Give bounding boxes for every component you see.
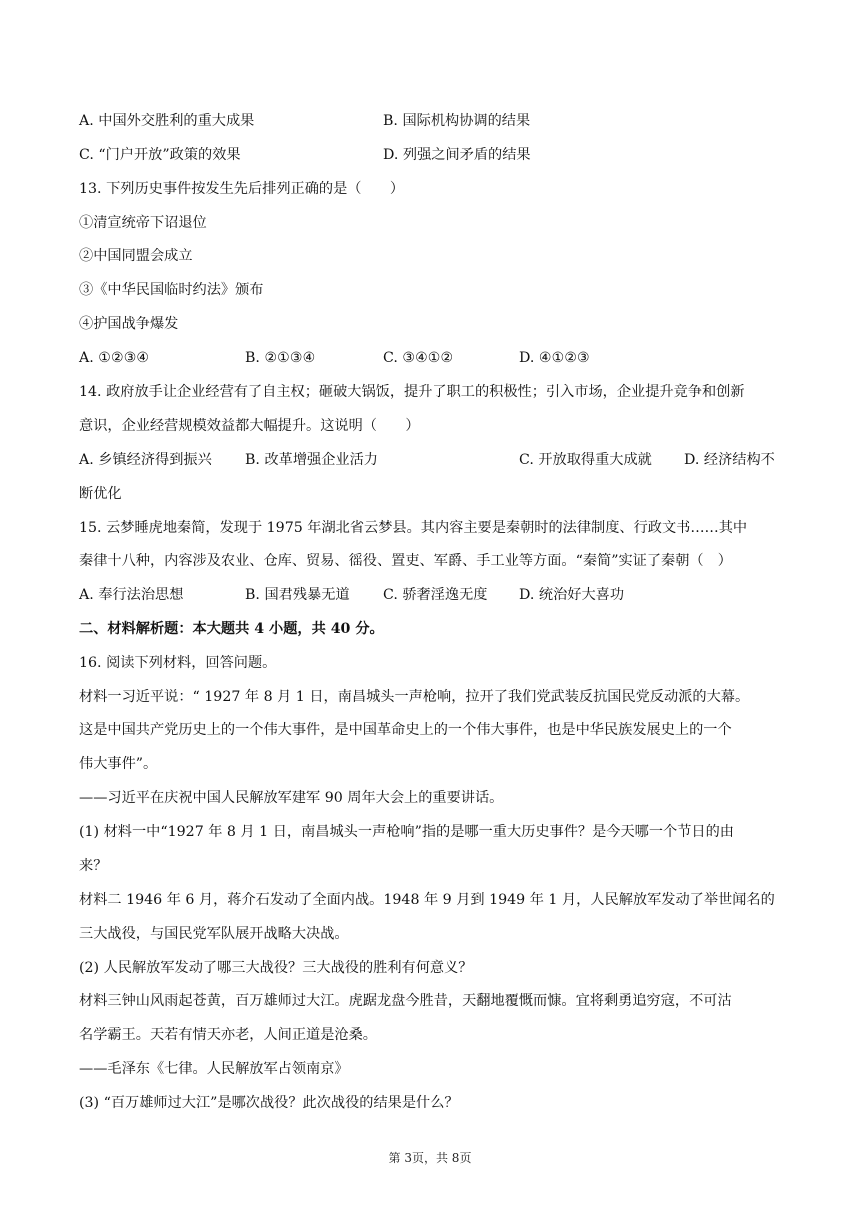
q14-option-b: B. 改革增强企业活力 xyxy=(245,452,378,468)
q12-option-d: D. 列强之间矛盾的结果 xyxy=(383,147,531,163)
q15-stem-line2: 秦律十八种，内容涉及农业、仓库、贸易、徭役、置吏、军爵、手工业等方面。“秦简”实证了秦朝（ ） xyxy=(79,553,732,569)
q16-sub1-line1: (1) 材料一中“1927 年 8 月 1 日，南昌城头一声枪响”指的是哪一重大历史事件？是今天哪一个节日的由 xyxy=(79,824,734,840)
q16-material2-line1: 材料二 1946 年 6 月，蒋介石发动了全面内战。1948 年 9 月到 1949 年 1 月，人民解放军发动了举世闻名的 xyxy=(79,892,775,908)
section-heading: 二、材料解析题：本大题共 4 小题，共 40 分。 xyxy=(79,621,384,637)
q14-stem-line1: 14. 政府放手让企业经营有了自主权；砸破大锅饭，提升了职工的积极性；引入市场，企业提升竞争和创新 xyxy=(79,384,745,400)
q14-option-d-wrap: 断优化 xyxy=(79,486,122,502)
q16-material1-line1: 材料一习近平说：“ 1927 年 8 月 1 日，南昌城头一声枪响，拉开了我们党武装反抗国民党反动派的大幕。 xyxy=(79,689,750,705)
q16-material2-line2: 三大战役，与国民党军队展开战略大决战。 xyxy=(79,926,349,942)
q13-item-3: ③《中华民国临时约法》颁布 xyxy=(79,282,264,298)
q16-stem: 16. 阅读下列材料，回答问题。 xyxy=(79,655,277,671)
q16-material1-line3: 伟大事件”。 xyxy=(79,756,158,772)
q12-option-a: A. 中国外交胜利的重大成果 xyxy=(79,113,255,129)
q16-material3-line1: 材料三钟山风雨起苍黄，百万雄师过大江。虎踞龙盘今胜昔，天翻地覆慨而慷。宜将剩勇追穷寇，不可沽 xyxy=(79,993,732,1009)
q12-option-b: B. 国际机构协调的结果 xyxy=(383,113,531,129)
q14-option-c: C. 开放取得重大成就 xyxy=(519,452,652,468)
q13-option-d: D. ④①②③ xyxy=(519,350,590,366)
q15-option-a: A. 奉行法治思想 xyxy=(79,587,184,603)
q15-option-b: B. 国君残暴无道 xyxy=(245,587,350,603)
q14-stem-line2: 意识，企业经营规模效益都大幅提升。这说明（ ） xyxy=(79,418,420,434)
q13-option-b: B. ②①③④ xyxy=(245,350,316,366)
q14-option-d: D. 经济结构不 xyxy=(684,452,775,468)
q16-material3-line2: 名学霸王。天若有情天亦老，人间正道是沧桑。 xyxy=(79,1027,377,1043)
q16-sub3: (3) “百万雄师过大江”是哪次战役？此次战役的结果是什么？ xyxy=(79,1095,459,1111)
q13-item-1: ①清宣统帝下诏退位 xyxy=(79,215,207,231)
q16-material1-line2: 这是中国共产党历史上的一个伟大事件，是中国革命史上的一个伟大事件，也是中华民族发展史上的一个 xyxy=(79,722,732,738)
q13-option-a: A. ①②③④ xyxy=(79,350,150,366)
q14-option-a: A. 乡镇经济得到振兴 xyxy=(79,452,212,468)
q12-option-c: C. “门户开放”政策的效果 xyxy=(79,147,241,163)
q16-sub2: (2) 人民解放军发动了哪三大战役？三大战役的胜利有何意义？ xyxy=(79,960,473,976)
q15-option-d: D. 统治好大喜功 xyxy=(519,587,625,603)
q15-option-c: C. 骄奢淫逸无度 xyxy=(383,587,488,603)
q13-stem: 13. 下列历史事件按发生先后排列正确的是（ ） xyxy=(79,181,405,197)
q15-stem-line1: 15. 云梦睡虎地秦简，发现于 1975 年湖北省云梦县。其内容主要是秦朝时的法律制度、行政文书……其中 xyxy=(79,520,748,536)
page-footer: 第 3页，共 8页 xyxy=(388,1151,472,1165)
q16-material3-source: ——毛泽东《七律。人民解放军占领南京》 xyxy=(79,1061,349,1077)
q16-sub1-line2: 来？ xyxy=(79,858,108,874)
q13-item-4: ④护国战争爆发 xyxy=(79,316,179,332)
q13-item-2: ②中国同盟会成立 xyxy=(79,248,193,264)
q16-material1-source: ——习近平在庆祝中国人民解放军建军 90 周年大会上的重要讲话。 xyxy=(79,790,504,806)
q13-option-c: C. ③④①② xyxy=(383,350,454,366)
